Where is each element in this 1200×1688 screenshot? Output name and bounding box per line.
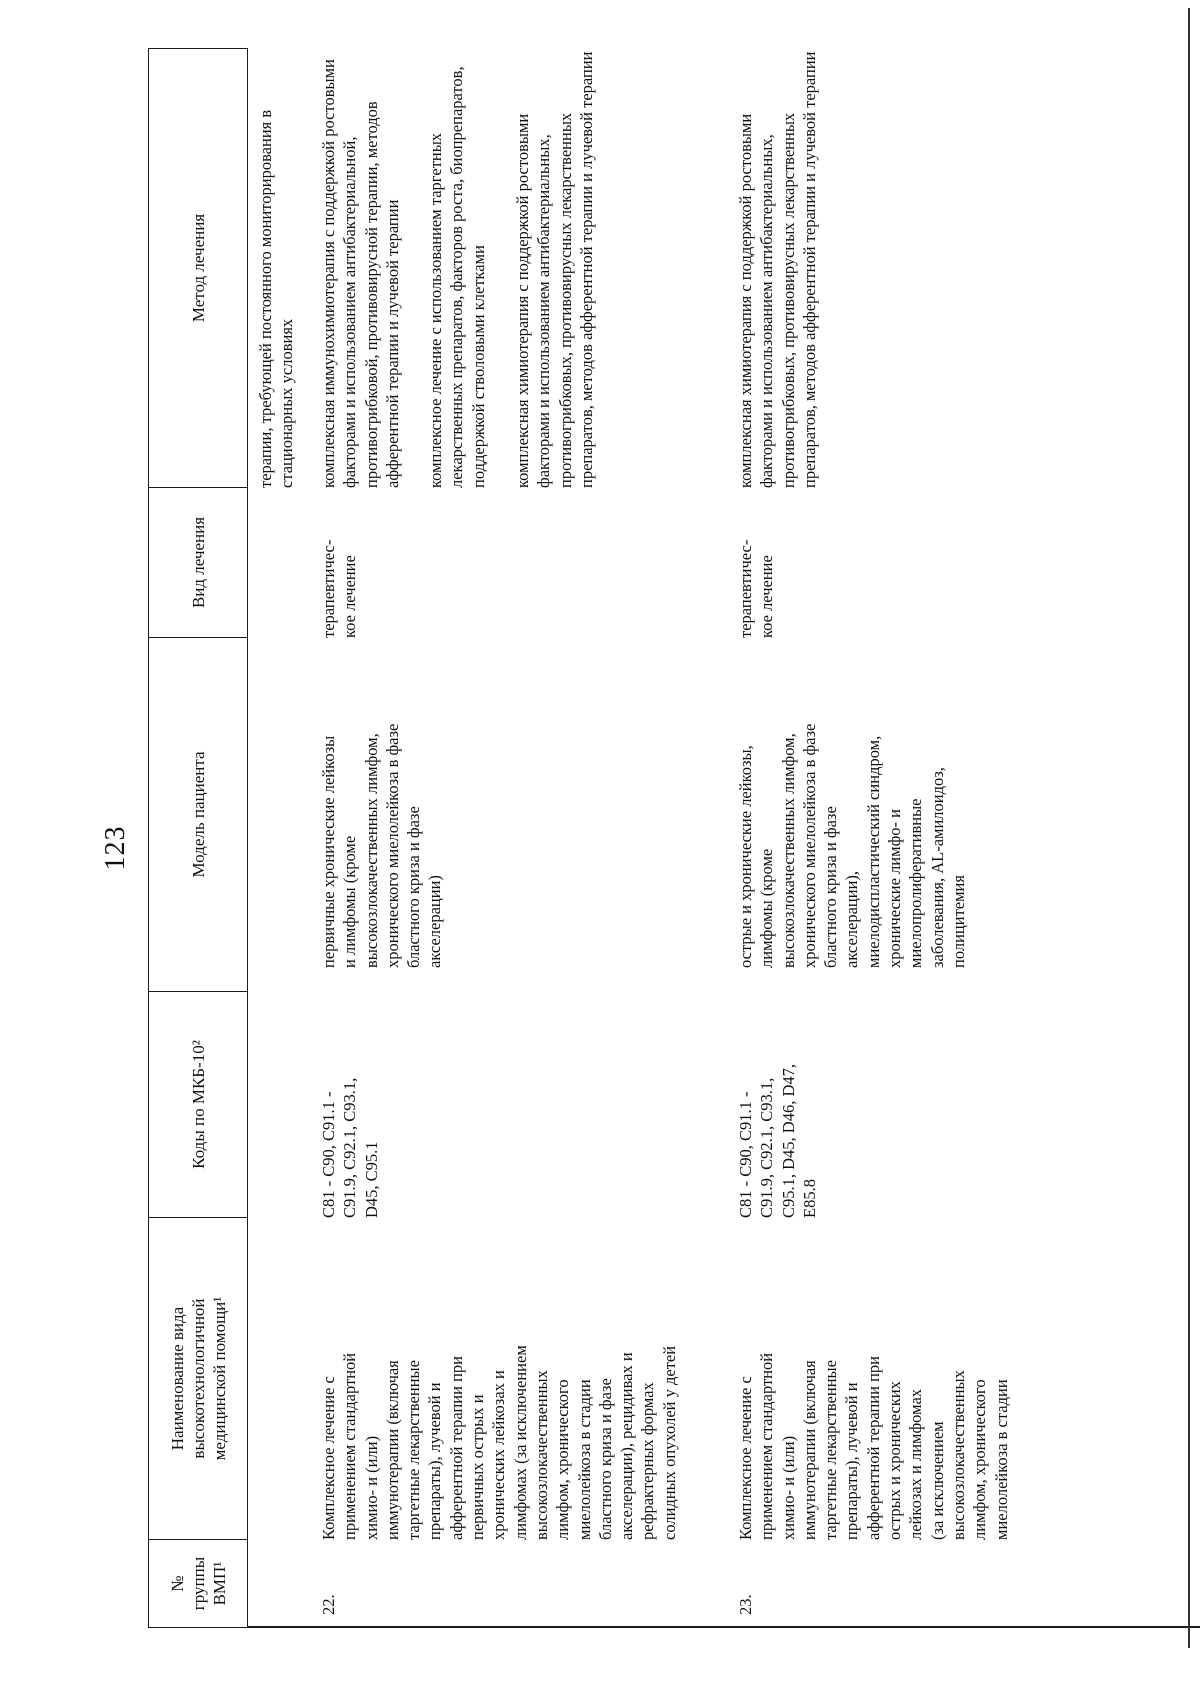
row-22-treatment-type: терапевтичес- кое лечение	[319, 539, 360, 638]
row-23-icd-codes: C81 - C90, C91.1 - C91.9, C92.1, C93.1, C95.1, D45, D46, D47, E85.8	[736, 1063, 819, 1218]
table-header	[148, 48, 248, 1628]
row-22-method-1: комплексная иммунохимиотерапия с поддержкой ростовыми факторами и использованием антибактериальной, противогрибковой, противовирусной терапии, методов афферентной терапии и лучевой терапии	[319, 59, 402, 488]
row-22-icd-codes: C81 - C90, C91.1 - C91.9, C92.1, C93.1, D45, C95.1	[319, 1077, 381, 1218]
row-23-number: 23.	[736, 1594, 755, 1615]
row-22-care-name: Комплексное лечение с применением стандартной химио- и (или) иммунотерапии (включая таргетные лекарственные препараты), лучевой и афферентной терапии при первичных острых и хронических лейкозах и лимфомах (за исключением высокозлокачественных лимфом, хронического миелолейкоза в стадии бластного криза и фазе акселерации), рецидивах и рефрактерных формах солидных опухолей у детей	[319, 1345, 679, 1540]
header-group-number: № группы ВМП¹	[149, 1539, 247, 1627]
header-treatment-method: Метод лечения	[188, 213, 208, 323]
row-22-method-2: комплексное лечение с использованием таргетных лекарственных препаратов, факторов роста, биопрепаратов, поддержкой стволовыми клетками	[426, 66, 488, 488]
header-treatment-type: Вид лечения	[149, 487, 247, 637]
header-care-type-name: Наименование вида высокотехнологичной медицинской помощи¹	[149, 1217, 247, 1539]
header-icd-codes: Коды по МКБ-10²	[149, 991, 247, 1217]
continuation-method-text: терапии, требующей постоянного мониторирования в стационарных условиях	[256, 109, 297, 488]
row-23-treatment-type: терапевтичес- кое лечение	[736, 539, 777, 638]
row-23-patient-model: острые и хронические лейкозы, лимфомы (кроме высокозлокачественных лимфом, хронического миелолейкоза в фазе бластного криза и фазе акселерации), миелодиспластический синдром, хронические лимфо- и миелопролиферативные заболевания, AL-амилоидоз, полицитемия	[736, 723, 968, 968]
row-22-patient-model: первичные хронические лейкозы и лимфомы (кроме высокозлокачественных лимфом, хронического миелолейкоза в фазе бластного криза и фазе акселерации)	[319, 723, 445, 968]
row-22-number: 22.	[319, 1594, 338, 1615]
row-22-method-3: комплексная химиотерапия с поддержкой ростовыми факторами и использованием антибактериальных, противогрибковых, противовирусных лекарственных препаратов, методов афферентной терапии и лучевой терапии	[513, 51, 596, 488]
page-number: 123	[100, 825, 131, 871]
row-23-care-name: Комплексное лечение с применением стандартной химио- и (или) иммунотерапии (включая таргетные лекарственные препараты), лучевой и афферентной терапии при острых и хронических лейкозах и лимфомах (за исключением высокозлокачественных лимфом, хронического миелолейкоза в стадии	[736, 1352, 1011, 1540]
table-left-border	[248, 1627, 1200, 1629]
row-23-method-1: комплексная химиотерапия с поддержкой ростовыми факторами и использованием антибактериальных, противогрибковых, противовирусных лекарственных препаратов, методов афферентной терапии и лучевой терапии	[736, 51, 819, 488]
scan-edge-line	[1188, 8, 1190, 1648]
header-patient-model: Модель пациента	[149, 637, 247, 991]
